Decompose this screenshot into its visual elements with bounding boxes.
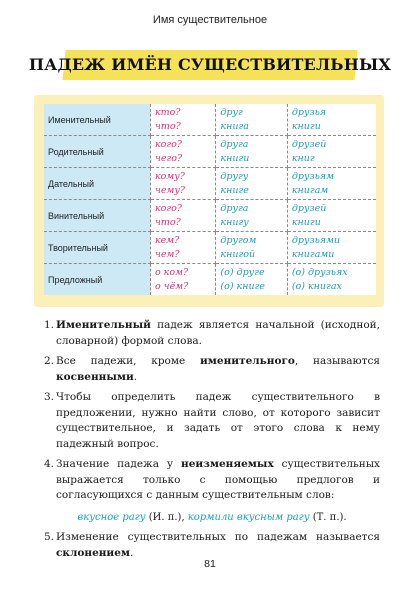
plural-cell <box>287 136 376 168</box>
case-table <box>44 104 376 295</box>
case-question-cell <box>150 136 215 168</box>
singular-form: другом <box>220 234 257 246</box>
rule-text: Значение падежа у <box>56 458 182 470</box>
rule-number: 4. <box>44 458 55 470</box>
singular-form: (о) книге <box>220 280 266 292</box>
rule-text: Все падежи, кроме <box>56 355 201 367</box>
question: чего? <box>154 152 183 164</box>
rules-list <box>44 318 380 566</box>
example-phrase: кормили вкусным рагу <box>187 511 310 523</box>
plural-form: друзья <box>291 106 327 118</box>
rule-text: падеж является начальной (исходной, словарной) формой слова. <box>56 319 380 347</box>
question: что? <box>154 216 181 228</box>
page-number: 81 <box>204 558 216 570</box>
singular-cell <box>216 168 287 200</box>
rule-item <box>44 530 380 561</box>
question: чем? <box>154 248 180 260</box>
table-row <box>44 232 376 264</box>
case-name: Родительный <box>44 136 150 168</box>
case-name: Винительный <box>44 200 150 232</box>
table-row <box>44 104 376 136</box>
case-question-cell <box>150 232 215 264</box>
rule-number: 2. <box>44 355 55 367</box>
case-name: Предложный <box>44 264 150 296</box>
case-name: Именительный <box>44 104 150 136</box>
singular-form: книге <box>220 184 249 196</box>
question: кто? <box>154 106 181 118</box>
rule-term: склонением <box>56 546 131 559</box>
plural-form: книг <box>291 152 315 164</box>
rule-text: Изменение существительных по падежам называется <box>56 531 380 543</box>
question: кем? <box>154 234 180 246</box>
plural-form: (о) книгах <box>291 280 342 292</box>
question: кому? <box>154 170 185 182</box>
example-phrase: вкусное рагу <box>77 511 146 523</box>
question: чему? <box>154 184 185 196</box>
plural-form: друзей <box>291 138 327 150</box>
rule-number: 1. <box>44 319 55 331</box>
table-row <box>44 264 376 296</box>
case-question-cell <box>150 200 215 232</box>
case-name: Дательный <box>44 168 150 200</box>
rule-number: 5. <box>44 531 55 543</box>
singular-cell <box>216 136 287 168</box>
question: что? <box>154 120 181 132</box>
rule-term: именительного <box>200 355 295 367</box>
case-tag: (Т. п.). <box>309 511 347 523</box>
rule-number: 3. <box>44 391 55 403</box>
plural-form: книги <box>291 120 321 132</box>
plural-cell <box>287 200 376 232</box>
rule-text: существительных выражается только с помощью предлогов и согласующихся с данным существительным слов: <box>56 458 380 501</box>
rule-text: . <box>133 370 138 383</box>
singular-form: книга <box>220 120 249 132</box>
question: кого? <box>154 202 182 214</box>
rule-term: Именительный <box>56 319 151 331</box>
singular-form: друга <box>220 138 249 150</box>
plural-cell <box>287 264 376 296</box>
singular-form: книгой <box>220 248 256 260</box>
singular-cell <box>216 264 287 296</box>
table-row <box>44 168 376 200</box>
rule-item <box>44 318 380 349</box>
singular-form: другу <box>220 170 249 182</box>
running-title: Имя существительное <box>152 14 268 26</box>
rule-item <box>44 457 380 525</box>
singular-cell <box>216 200 287 232</box>
singular-form: друг <box>220 106 243 118</box>
rule-term: неизменяемых <box>181 458 274 470</box>
plural-form: друзей <box>291 202 327 214</box>
rule-text: Чтобы определить падеж существительного в предложении, нужно найти слово, от которого зависит существительное, и задать от этого слова к нему падежный вопрос. <box>56 391 380 450</box>
singular-form: (о) друге <box>220 266 265 278</box>
question: кого? <box>154 138 182 150</box>
rule-example <box>44 510 380 526</box>
singular-form: книги <box>220 152 250 164</box>
plural-form: книгам <box>291 184 329 196</box>
table-row <box>44 136 376 168</box>
plural-form: друзьями <box>291 234 341 246</box>
question: о чём? <box>154 280 189 292</box>
case-question-cell <box>150 168 215 200</box>
question: о ком? <box>154 266 189 278</box>
rule-term: косвенными <box>56 370 134 383</box>
case-name: Творительный <box>44 232 150 264</box>
singular-cell <box>216 232 287 264</box>
case-tag: (И. п.), <box>145 511 188 523</box>
plural-form: книги <box>291 216 321 228</box>
plural-form: книгами <box>291 248 335 260</box>
rule-text: , называются <box>294 355 380 367</box>
rule-item <box>44 390 380 452</box>
plural-cell <box>287 232 376 264</box>
plural-cell <box>287 168 376 200</box>
rule-item <box>44 354 380 385</box>
page-title: ПАДЕЖ ИМЁН СУЩЕСТВИТЕЛЬНЫХ <box>28 55 392 74</box>
singular-form: книгу <box>220 216 249 228</box>
plural-form: друзьям <box>291 170 334 182</box>
case-question-cell <box>150 264 215 296</box>
case-question-cell <box>150 104 215 136</box>
singular-form: друга <box>220 202 249 214</box>
table-row <box>44 200 376 232</box>
plural-form: (о) друзьях <box>291 266 348 278</box>
rule-text: . <box>130 546 134 559</box>
singular-cell <box>216 104 287 136</box>
plural-cell <box>287 104 376 136</box>
